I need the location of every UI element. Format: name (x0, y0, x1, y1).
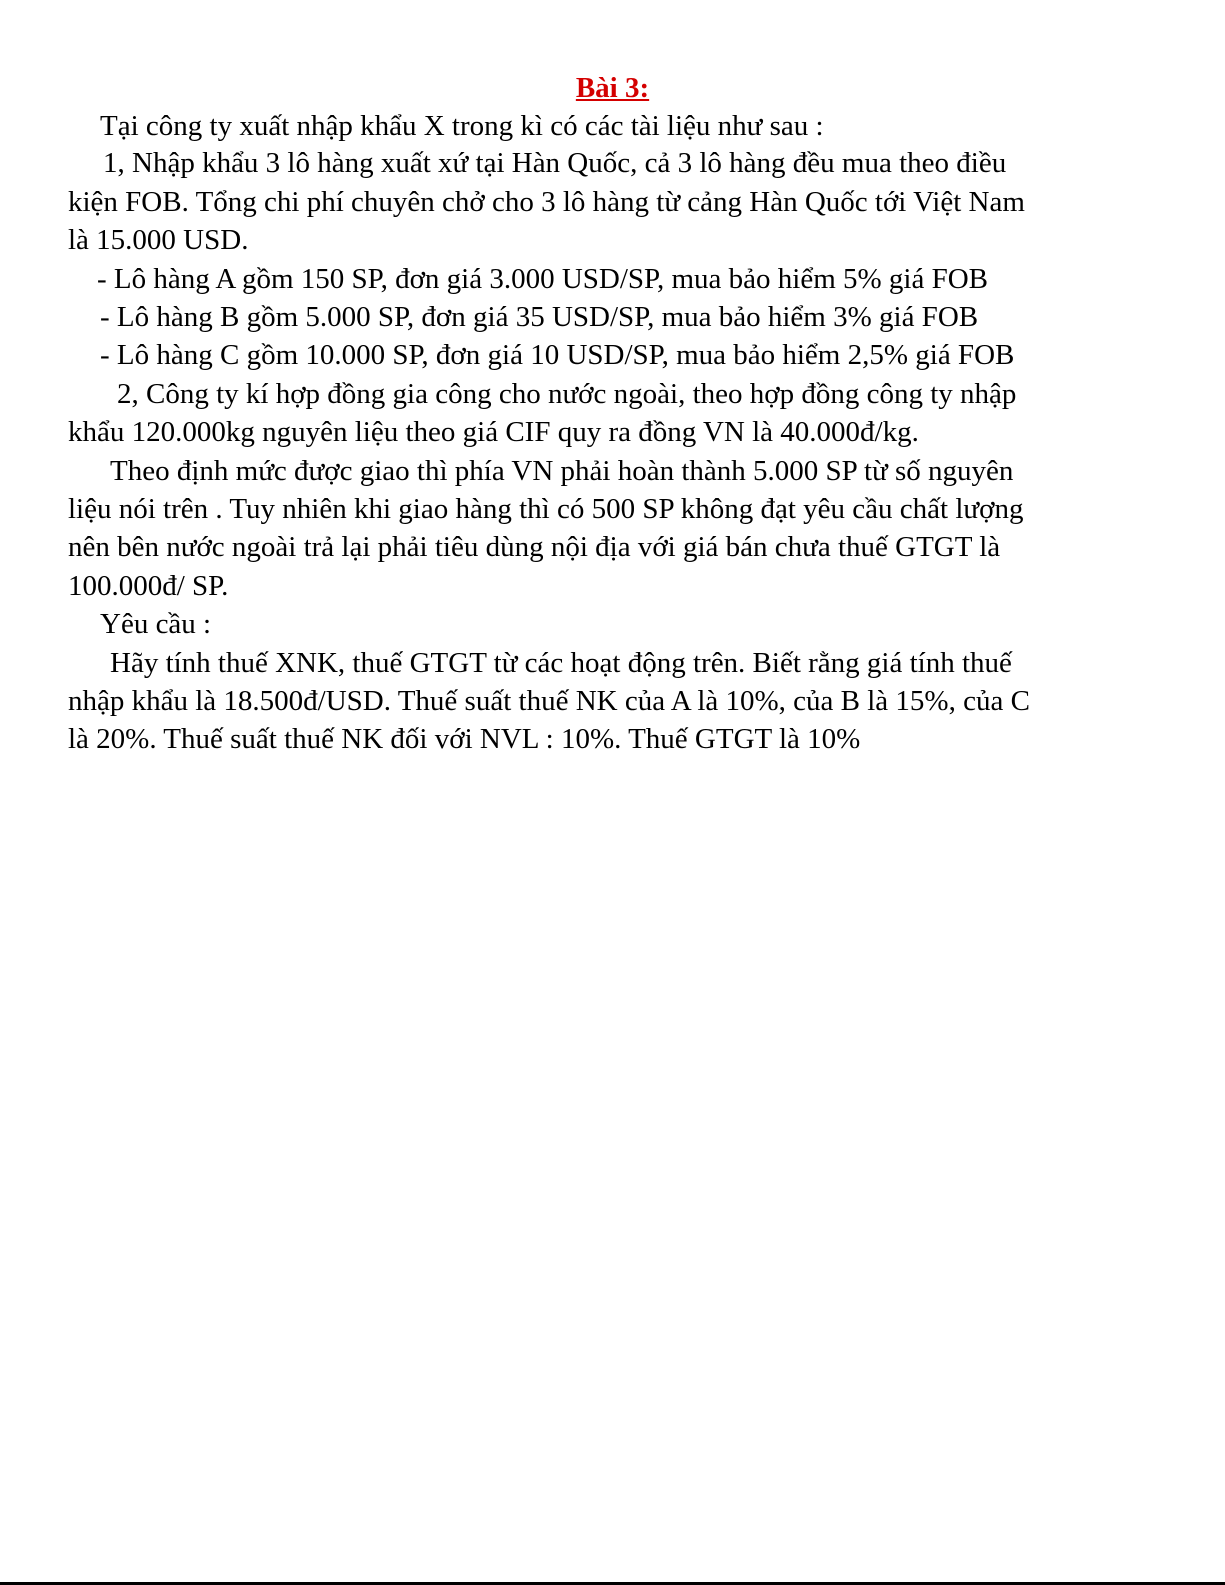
list-item: - Lô hàng B gồm 5.000 SP, đơn giá 35 USD/SP, mua bảo hiểm 3% giá FOB (100, 301, 979, 333)
paragraph-line: Theo định mức được giao thì phía VN phải hoàn thành 5.000 SP từ số nguyên (110, 455, 1014, 487)
paragraph-line: là 20%. Thuế suất thuế NK đối với NVL : 10%. Thuế GTGT là 10% (68, 723, 861, 755)
paragraph-line: nhập khẩu là 18.500đ/USD. Thuế suất thuế NK của A là 10%, của B là 15%, của C (68, 685, 1030, 717)
paragraph-line: 2, Công ty kí hợp đồng gia công cho nước ngoài, theo hợp đồng công ty nhập (117, 378, 1017, 410)
paragraph-line: liệu nói trên . Tuy nhiên khi giao hàng thì có 500 SP không đạt yêu cầu chất lượng (68, 493, 1024, 525)
list-item: - Lô hàng A gồm 150 SP, đơn giá 3.000 USD/SP, mua bảo hiểm 5% giá FOB (97, 263, 988, 295)
paragraph-line: là 15.000 USD. (68, 224, 249, 256)
list-item: - Lô hàng C gồm 10.000 SP, đơn giá 10 USD/SP, mua bảo hiểm 2,5% giá FOB (100, 339, 1015, 371)
paragraph-line: khẩu 120.000kg nguyên liệu theo giá CIF quy ra đồng VN là 40.000đ/kg. (68, 416, 919, 448)
paragraph-line: nên bên nước ngoài trả lại phải tiêu dùng nội địa với giá bán chưa thuế GTGT là (68, 531, 1001, 563)
paragraph-line: 100.000đ/ SP. (68, 570, 229, 602)
intro-line: Tại công ty xuất nhập khẩu X trong kì có các tài liệu như sau : (100, 110, 824, 142)
paragraph-line: kiện FOB. Tổng chi phí chuyên chở cho 3 lô hàng từ cảng Hàn Quốc tới Việt Nam (68, 186, 1025, 218)
paragraph-line: 1, Nhập khẩu 3 lô hàng xuất xứ tại Hàn Quốc, cả 3 lô hàng đều mua theo điều (103, 147, 1007, 179)
requirement-heading: Yêu cầu : (100, 608, 212, 640)
paragraph-line: Hãy tính thuế XNK, thuế GTGT từ các hoạt động trên. Biết rằng giá tính thuế (110, 647, 1012, 679)
exercise-title: Bài 3: (575, 72, 650, 104)
